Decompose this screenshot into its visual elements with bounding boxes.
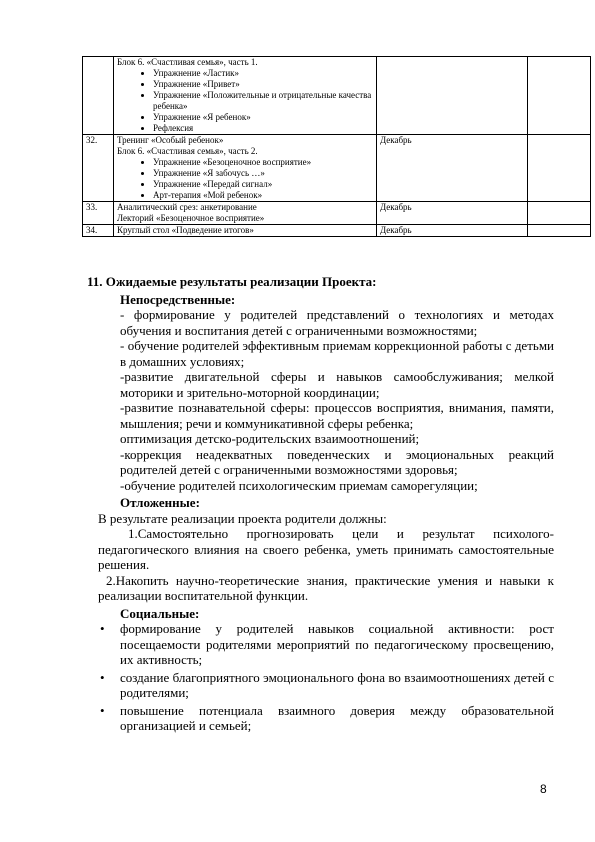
row-number: 32. bbox=[83, 135, 114, 202]
row-number: 34. bbox=[83, 225, 114, 237]
content-line: Блок 6. «Счастливая семья», часть 1. bbox=[117, 57, 258, 67]
row-extra bbox=[528, 135, 591, 202]
content-line: Тренинг «Особый ребенок» bbox=[117, 135, 224, 145]
page-number: 8 bbox=[540, 782, 547, 796]
social-item: • формирование у родителей навыков социальной активности: рост посещаемости родителями мероприятий по педагогическому просвещению, их активность; bbox=[120, 621, 554, 668]
row-content bbox=[114, 57, 377, 135]
row-date: Декабрь bbox=[377, 225, 528, 237]
table-row bbox=[83, 135, 591, 202]
row-date: Декабрь bbox=[377, 135, 528, 202]
row-extra bbox=[528, 57, 591, 135]
exercise-list bbox=[117, 68, 373, 134]
table-row bbox=[83, 225, 591, 237]
expected-results-section bbox=[82, 274, 554, 736]
section-title: 11. Ожидаемые результаты реализации Проекта: bbox=[87, 274, 377, 289]
immediate-item: -коррекция неадекватных поведенческих и эмоциональных реакций родителей детей с ограниченными возможностями здоровья; bbox=[120, 446, 554, 477]
delayed-intro: В результате реализации проекта родители должны: bbox=[98, 510, 387, 526]
immediate-results bbox=[82, 307, 554, 493]
content-line: Круглый стол «Подведение итогов» bbox=[117, 225, 254, 235]
delayed-item-1: 1.Самостоятельно прогнозировать цели и результат психолого-педагогического влияния на своего ребенка, уметь принимать самостоятельные решения. bbox=[98, 526, 554, 572]
delayed-item-2: 2.Накопить научно-теоретические знания, практические умения и навыки к реализации воспитательной функции. bbox=[98, 572, 554, 603]
table-row bbox=[83, 57, 591, 135]
immediate-subtitle: Непосредственные: bbox=[120, 291, 236, 307]
plan-table-body bbox=[83, 57, 591, 237]
exercise-item: • Упражнение «Я забочусь …» bbox=[153, 168, 373, 179]
delayed-subtitle: Отложенные: bbox=[120, 495, 200, 510]
immediate-item: - формирование у родителей представлений о технологиях и методах обучения и воспитания детей с ограниченными возможностями; bbox=[120, 307, 554, 338]
row-extra bbox=[528, 225, 591, 237]
content-line: Лекторий «Безоценочное восприятие» bbox=[117, 213, 265, 223]
content-line: Блок 6. «Счастливая семья», часть 2. bbox=[117, 146, 258, 156]
immediate-item: -обучение родителей психологическим приемам саморегуляции; bbox=[120, 477, 478, 493]
row-extra bbox=[528, 202, 591, 225]
table-row bbox=[83, 202, 591, 225]
exercise-item: • Рефлексия bbox=[153, 123, 373, 134]
social-item: • повышение потенциала взаимного доверия между образовательной организацией и семьей; bbox=[120, 703, 554, 734]
exercise-item: • Упражнение «Положительные и отрицательные качества ребенка» bbox=[153, 90, 373, 112]
exercise-item: • Упражнение «Ластик» bbox=[153, 68, 373, 79]
plan-table bbox=[82, 56, 591, 237]
immediate-item: оптимизация детско-родительских взаимоотношений; bbox=[120, 431, 420, 446]
row-content bbox=[114, 225, 377, 237]
social-subtitle: Социальные: bbox=[120, 605, 200, 621]
content-line: Аналитический срез: анкетирование bbox=[117, 202, 257, 212]
row-date bbox=[377, 57, 528, 135]
immediate-item: - обучение родителей эффективным приемам коррекционной работы с детьми в домашних условиях; bbox=[120, 338, 554, 369]
row-content bbox=[114, 202, 377, 225]
exercise-item: • Упражнение «Передай сигнал» bbox=[153, 179, 373, 190]
row-date: Декабрь bbox=[377, 202, 528, 225]
row-number: 33. bbox=[83, 202, 114, 225]
row-content bbox=[114, 135, 377, 202]
social-item: • создание благоприятного эмоционального фона во взаимоотношениях детей с родителями; bbox=[120, 670, 554, 701]
immediate-item: -развитие двигательной сферы и навыков самообслуживания; мелкой моторики и зрительно-моторной координации; bbox=[120, 369, 554, 400]
immediate-item: -развитие познавательной сферы: процессов восприятия, внимания, памяти, мышления; речи и коммуникативной сферы ребенка; bbox=[120, 400, 554, 431]
exercise-list bbox=[117, 157, 373, 201]
exercise-item: • Упражнение «Привет» bbox=[153, 79, 373, 90]
exercise-item: • Упражнение «Я ребенок» bbox=[153, 112, 373, 123]
exercise-item: • Арт-терапия «Мой ребенок» bbox=[153, 190, 373, 201]
row-number bbox=[83, 57, 114, 135]
social-results bbox=[82, 621, 554, 734]
exercise-item: • Упражнение «Безоценочное восприятие» bbox=[153, 157, 373, 168]
